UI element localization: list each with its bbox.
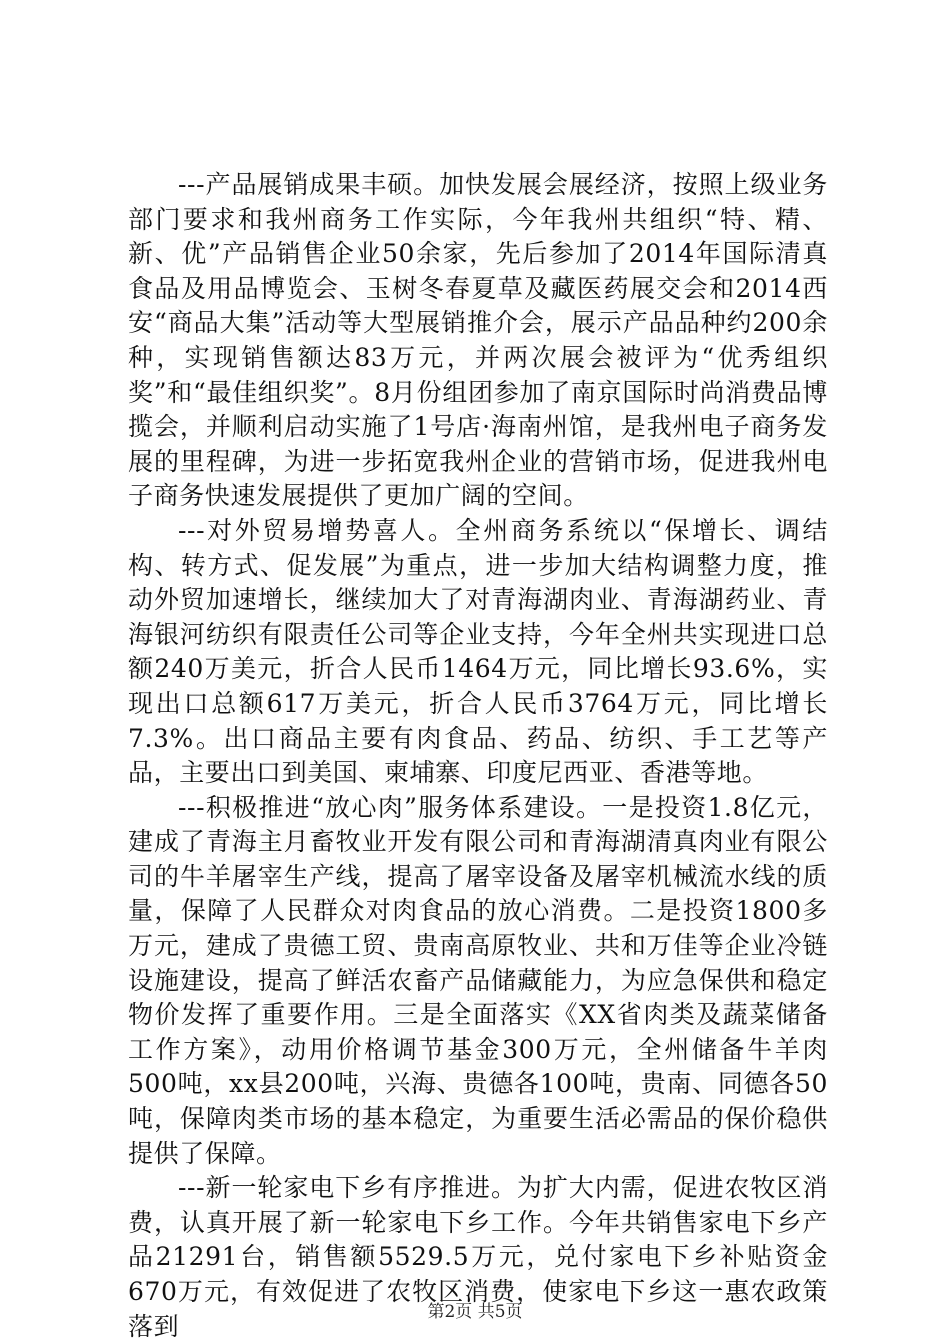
paragraph-exhibition-sales: ---产品展销成果丰硕。加快发展会展经济，按照上级业务部门要求和我州商务工作实际，今年我州共组织“特、精、新、优”产品销售企业50余家，先后参加了2014年国际清真食品及用品博览会、玉树冬春夏草及藏医药展交会和2014西安“商品大集”活动等大型展销推介会，展示产品品种约200余种，实现销售额达83万元，并两次展会被评为“优秀组织奖”和“最佳组织奖”。8月份组团参加了南京国际时尚消费品博揽会，并顺利启动实施了1号店·海南州馆，是我州电子商务发展的里程碑，为进一步拓宽我州企业的营销市场，促进我州电子商务快速发展提供了更加广阔的空间。 [128,170,828,511]
paragraph-safe-meat-system: ---积极推进“放心肉”服务体系建设。一是投资1.8亿元，建成了青海主月畜牧业开发有限公司和青海湖清真肉业有限公司的牛羊屠宰生产线，提高了屠宰设备及屠宰机械流水线的质量，保障了人民群众对肉食品的放心消费。二是投资1800多万元，建成了贵德工贸、贵南高原牧业、共和万佳等企业冷链设施建设，提高了鲜活农畜产品储藏能力，为应急保供和稳定物价发挥了重要作用。三是全面落实《XX省肉类及蔬菜储备工作方案》，动用价格调节基金300万元，全州储备牛羊肉500吨，xx县200吨，兴海、贵德各100吨，贵南、同德各50吨，保障肉类市场的基本稳定，为重要生活必需品的保价稳供提供了保障。 [128,792,828,1168]
document-body [128,168,828,1344]
paragraph-home-appliances: ---新一轮家电下乡有序推进。为扩大内需，促进农牧区消费，认真开展了新一轮家电下乡工作。今年共销售家电下乡产品21291台，销售额5529.5万元，兑付家电下乡补贴资金670万元，有效促进了农牧区消费，使家电下乡这一惠农政策落到 [128,1173,828,1341]
paragraph-foreign-trade: ---对外贸易增势喜人。全州商务系统以“保增长、调结构、转方式、促发展”为重点，进一步加大结构调整力度，推动外贸加速增长，继续加大了对青海湖肉业、青海湖药业、青海银河纺织有限责任公司等企业支持，今年全州共实现进口总额240万美元，折合人民币1464万元，同比增长93.6%，实现出口总额617万美元，折合人民币3764万元，同比增长7.3%。出口商品主要有肉食品、药品、纺织、手工艺等产品，主要出口到美国、柬埔寨、印度尼西亚、香港等地。 [128,515,828,788]
page-number-footer: 第2页 共5页 [427,1302,523,1322]
